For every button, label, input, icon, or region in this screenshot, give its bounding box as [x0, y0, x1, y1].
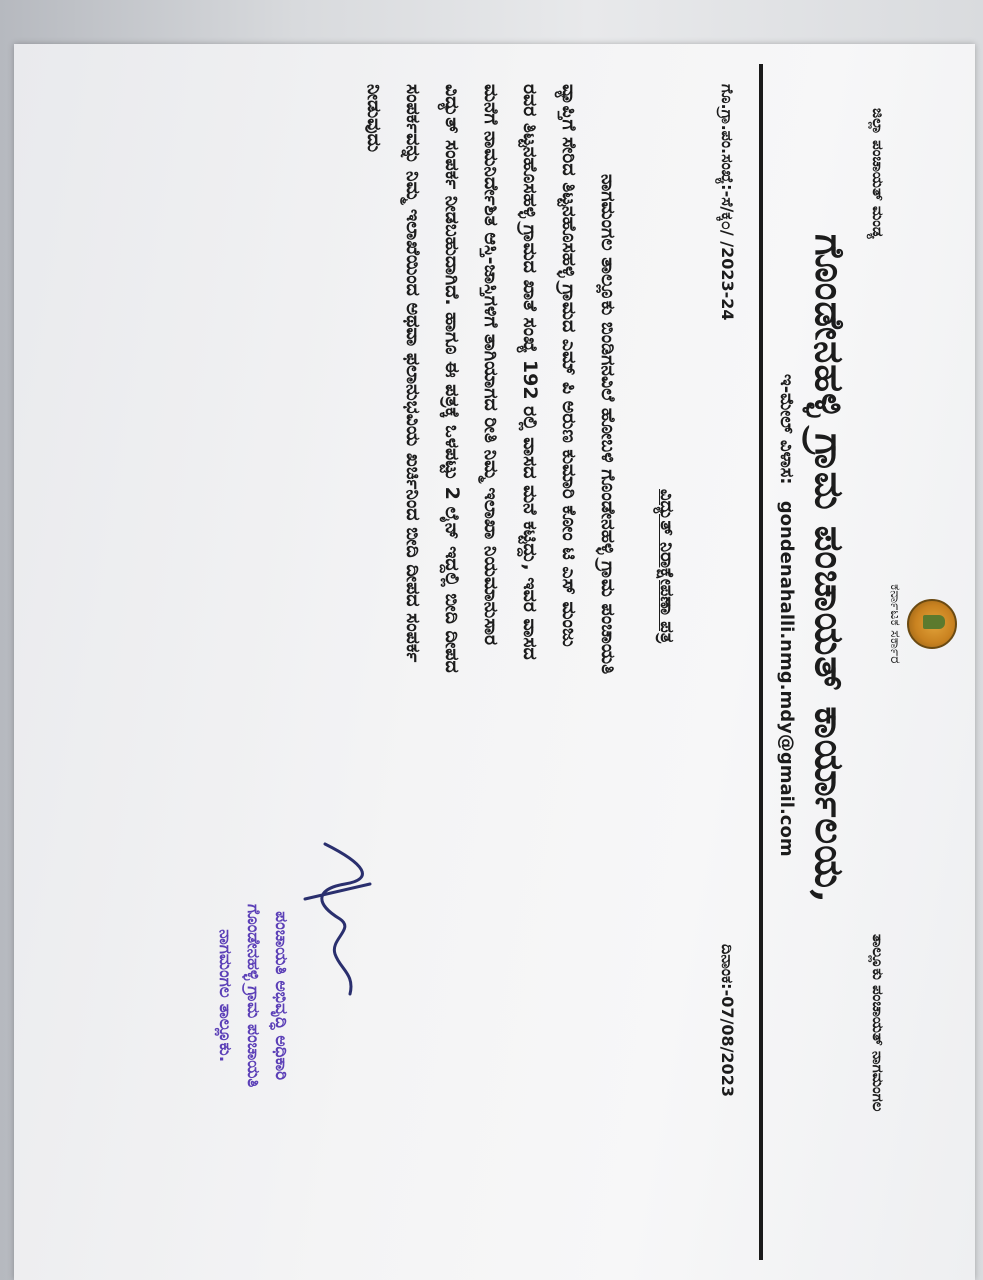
- letter-body: [354, 84, 627, 1234]
- header-divider: [759, 64, 763, 1260]
- signatory-line: ಪಂಚಾಯತಿ ಅಭಿವೃದ್ಧಿ ಅಧಿಕಾರಿ: [271, 911, 291, 1081]
- body-line: ನೀಡುವುದು: [363, 84, 385, 152]
- email-line: [776, 374, 797, 857]
- state-emblem-icon: [907, 599, 957, 649]
- office-title: ಗೊಂಡೇನಹಳ್ಳಿ ಗ್ರಾಮ ಪಂಚಾಯತ್ ಕಾರ್ಯಾಲಯ,: [806, 234, 853, 904]
- body-line: ಮನೆಗೆ ನಾಮನಿರ್ದೇಶಿತ ಆಸ್ತಿ-ಜಾಸ್ತಿಗಳಿಗೆ ತಾಗಿಯಾಗದ ರೀತಿ ನಿಮ್ಮ ಇಲಾಖಾ ನಿಯಮಾನುಸಾರ: [480, 84, 502, 646]
- government-heading: ಕರ್ನಾಟಕ ಸರ್ಕಾರ: [887, 584, 903, 664]
- body-line: ವಿದ್ಯುತ್ ಸಂಪರ್ಕ ನೀಡಬಹುದಾಗಿದೆ. ಹಾಗೂ ಈ ಪತ್ರಕ್ಕೆ ಒಳಪಟ್ಟು 2 ಲೈನ್ ಇದ್ದಲ್ಲಿ ಬೀದಿ ದೀಪದ: [441, 84, 463, 673]
- signatory-line: ಗೊಂಡೇನಹಳ್ಳಿ ಗ್ರಾಮ ಪಂಚಾಯತಿ: [243, 904, 263, 1088]
- body-line: ನಾಗಮಂಗಲ ತಾಲ್ಲೂಕು ಬಿಂಡಿಗನವಿಲೆ ಹೋಬಳಿ ಗೊಂಡೇನಹಳ್ಳಿ ಗ್ರಾಮ ಪಂಚಾಯತಿ: [597, 174, 619, 675]
- email-address: gondenahalli.nmg.mdy@gmail.com: [776, 500, 797, 857]
- signature-mark: [295, 824, 385, 1024]
- body-line: ರವರ ತಿಟ್ಟನಹೊಸಹಳ್ಳಿ ಗ್ರಾಮದ ಖಾತೆ ಸಂಖ್ಯೆ 192 ರಲ್ಲಿ ವಾಸದ ಮನೆ ಕಟ್ಟಿದ್ದು, ಇವರ ವಾಸದ: [519, 84, 541, 660]
- body-line: ಸಂಪರ್ಕವನ್ನು ನಿಮ್ಮ ಇಲಾಖೆಯಿಂದ ಅಥವಾ ಫಲಾನುಭವಿಯ ಖರ್ಚಿನಿಂದ ಬೀದಿ ದೀಪದ ಸಂಪರ್ಕ: [402, 84, 424, 663]
- letter-page: [14, 44, 975, 1280]
- body-line: ವ್ಯಾಪ್ತಿಗೆ ಸೇರಿದ ತಿಟ್ಟನಹೊಸಹಳ್ಳಿ ಗ್ರಾಮದ ಎಮ್ ಪಿ ಅರುಣ ಕುಮಾರಿ ಕೋಂ ಟಿ ಎಸ್ ಮಂಜು: [558, 84, 580, 647]
- taluk-heading: ತಾಲ್ಲೂಕು ಪಂಚಾಯತ್ ನಾಗಮಂಗಲ: [869, 934, 887, 1112]
- paper-sheet: [14, 44, 975, 1280]
- signatory-line: ನಾಗಮಂಗಲ ತಾಲ್ಲೂಕು.: [215, 929, 235, 1063]
- letter-date: ದಿನಾಂಕ:-07/08/2023: [718, 944, 737, 1097]
- reference-number: ಗೊ.ಗ್ರಾ.ಪಂ.ಸಂಖ್ಯೆ:-ಸೆ/ಕ್ಕ೦/ /2023-24: [718, 84, 737, 321]
- district-heading: ಜಿಲ್ಲಾ ಪಂಚಾಯತ್ ಮಂಡ್ಯ: [869, 108, 887, 239]
- letter-subject: ವಿದ್ಯುತ್ ನಿರಾಕ್ಷೇಪಣಾ ಪತ್ರ: [656, 489, 677, 644]
- signatory-stamp: [211, 904, 295, 1087]
- email-label: ಇ-ಮೇಲ್ ವಿಳಾಸ:: [776, 374, 797, 485]
